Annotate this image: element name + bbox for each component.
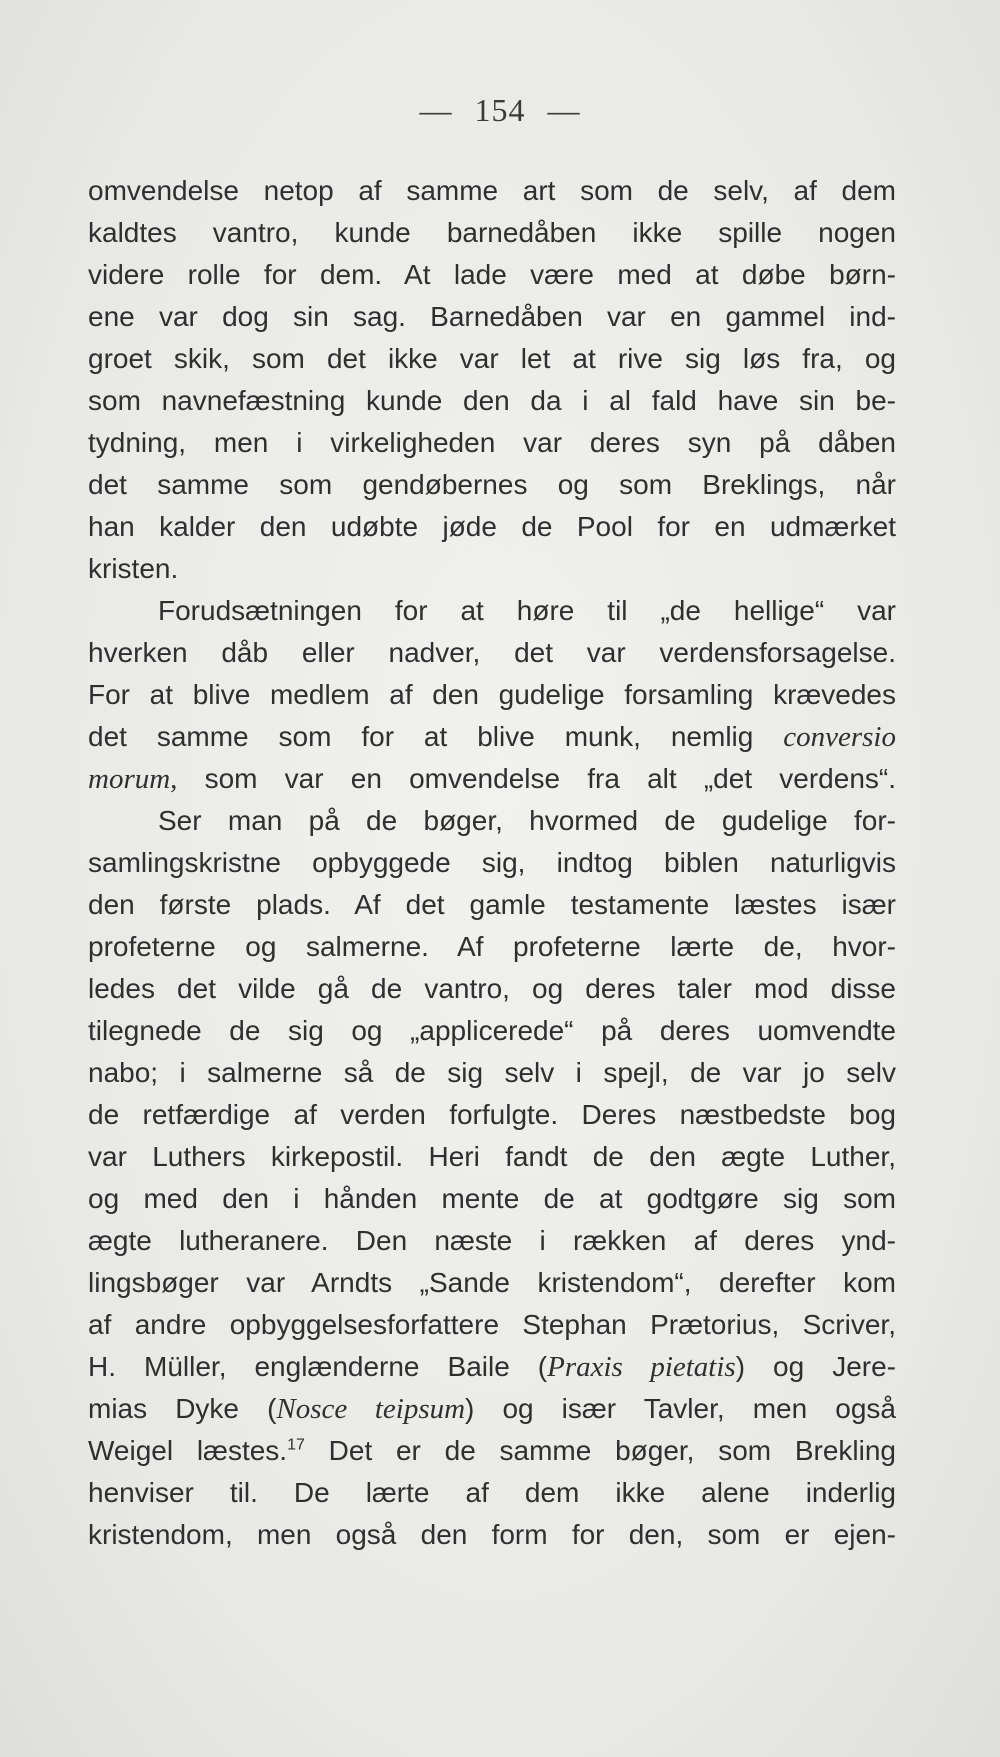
header-dash-right: — bbox=[547, 92, 581, 128]
line-text: nabo; i salmerne så de sig selv i spejl, de var jo selv bbox=[88, 1057, 896, 1088]
line-text: samlingskristne opbyggede sig, indtog biblen naturligvis bbox=[88, 847, 896, 878]
line-text: Ser man på de bøger, hvormed de gudelige for- bbox=[158, 805, 896, 836]
line-text: som navnefæstning kunde den da i al fald have sin be- bbox=[88, 385, 896, 416]
text-line bbox=[88, 674, 896, 716]
text-line bbox=[88, 338, 896, 380]
text-line bbox=[88, 1430, 896, 1472]
line-text: tilegnede de sig og „applicerede“ på deres uomvendte bbox=[88, 1015, 896, 1046]
line-text: kristen. bbox=[88, 553, 179, 584]
text-line bbox=[88, 380, 896, 422]
italic-text: morum, bbox=[88, 763, 178, 795]
line-text: omvendelse netop af samme art som de selv, af dem bbox=[88, 175, 896, 206]
line-text: og med den i hånden mente de at godtgøre sig som bbox=[88, 1183, 896, 1214]
line-text: han kalder den udøbte jøde de Pool for en udmærket bbox=[88, 511, 896, 542]
line-text: lingsbøger var Arndts „Sande kristendom“, derefter kom bbox=[88, 1267, 896, 1298]
line-text: det samme som for at blive munk, nemlig bbox=[88, 721, 754, 752]
line-text: tydning, men i virkeligheden var deres syn på dåben bbox=[88, 427, 896, 458]
text-line bbox=[88, 1472, 896, 1514]
text-line bbox=[88, 968, 896, 1010]
line-text: profeterne og salmerne. Af profeterne lærte de, hvor- bbox=[88, 931, 896, 962]
text-line bbox=[88, 842, 896, 884]
body-text bbox=[88, 170, 896, 1556]
text-line bbox=[88, 1094, 896, 1136]
line-text: af andre opbyggelsesforfattere Stephan Prætorius, Scriver, bbox=[88, 1309, 896, 1340]
text-line bbox=[88, 254, 896, 296]
line-text: var Luthers kirkepostil. Heri fandt de den ægte Luther, bbox=[88, 1141, 896, 1172]
line-text: ledes det vilde gå de vantro, og deres taler mod disse bbox=[88, 973, 896, 1004]
text-line bbox=[88, 548, 896, 590]
text-line bbox=[88, 758, 896, 800]
text-line bbox=[88, 170, 896, 212]
text-line bbox=[88, 1010, 896, 1052]
line-text: videre rolle for dem. At lade være med at døbe børn- bbox=[88, 259, 896, 290]
text-line bbox=[88, 1178, 896, 1220]
italic-text: Nosce teipsum bbox=[276, 1393, 466, 1425]
text-line bbox=[88, 1346, 896, 1388]
line-text: mias Dyke ( bbox=[88, 1393, 277, 1424]
line-text: ene var dog sin sag. Barnedåben var en gammel ind- bbox=[88, 301, 896, 332]
text-line bbox=[88, 800, 896, 842]
line-text: Weigel læstes. bbox=[88, 1435, 288, 1466]
text-line bbox=[88, 464, 896, 506]
line-text: hverken dåb eller nadver, det var verdensforsagelse. bbox=[88, 637, 896, 668]
line-text: Forudsætningen for at høre til „de hellige“ var bbox=[158, 595, 896, 626]
text-line bbox=[88, 506, 896, 548]
page-number: 154 bbox=[474, 92, 526, 128]
text-line bbox=[88, 422, 896, 464]
line-text-continued: ) og især Tavler, men også bbox=[465, 1393, 896, 1424]
line-text: som var en omvendelse fra alt „det verdens“. bbox=[204, 763, 896, 794]
line-text: de retfærdige af verden forfulgte. Deres næstbedste bog bbox=[88, 1099, 896, 1130]
text-line bbox=[88, 1388, 896, 1430]
line-text: kristendom, men også den form for den, som er ejen- bbox=[88, 1519, 896, 1550]
footnote-marker: 17 bbox=[287, 1436, 305, 1454]
line-text: groet skik, som det ikke var let at rive sig løs fra, og bbox=[88, 343, 896, 374]
text-line bbox=[88, 212, 896, 254]
text-line bbox=[88, 926, 896, 968]
line-text: henviser til. De lærte af dem ikke alene inderlig bbox=[88, 1477, 896, 1508]
text-line bbox=[88, 716, 896, 758]
line-text: H. Müller, englænderne Baile ( bbox=[88, 1351, 548, 1382]
text-line bbox=[88, 884, 896, 926]
line-text-continued: ) og Jere- bbox=[735, 1351, 896, 1382]
header-dash-left: — bbox=[419, 92, 453, 128]
line-text: det samme som gendøbernes og som Breklings, når bbox=[88, 469, 896, 500]
text-line bbox=[88, 1262, 896, 1304]
text-line bbox=[88, 632, 896, 674]
line-text-continued: Det er de samme bøger, som Brekling bbox=[304, 1435, 897, 1466]
text-line bbox=[88, 590, 896, 632]
text-line bbox=[88, 1052, 896, 1094]
text-line bbox=[88, 1514, 896, 1556]
line-text: ægte lutheranere. Den næste i rækken af deres ynd- bbox=[88, 1225, 896, 1256]
line-text: For at blive medlem af den gudelige forsamling krævedes bbox=[88, 679, 896, 710]
italic-text: conversio bbox=[783, 721, 896, 753]
italic-text: Praxis pietatis bbox=[547, 1351, 736, 1383]
line-text: kaldtes vantro, kunde barnedåben ikke spille nogen bbox=[88, 217, 896, 248]
text-line bbox=[88, 1220, 896, 1262]
line-text: den første plads. Af det gamle testamente læstes især bbox=[88, 889, 896, 920]
text-line bbox=[88, 1136, 896, 1178]
text-line bbox=[88, 1304, 896, 1346]
page-header bbox=[0, 92, 1000, 129]
text-line bbox=[88, 296, 896, 338]
